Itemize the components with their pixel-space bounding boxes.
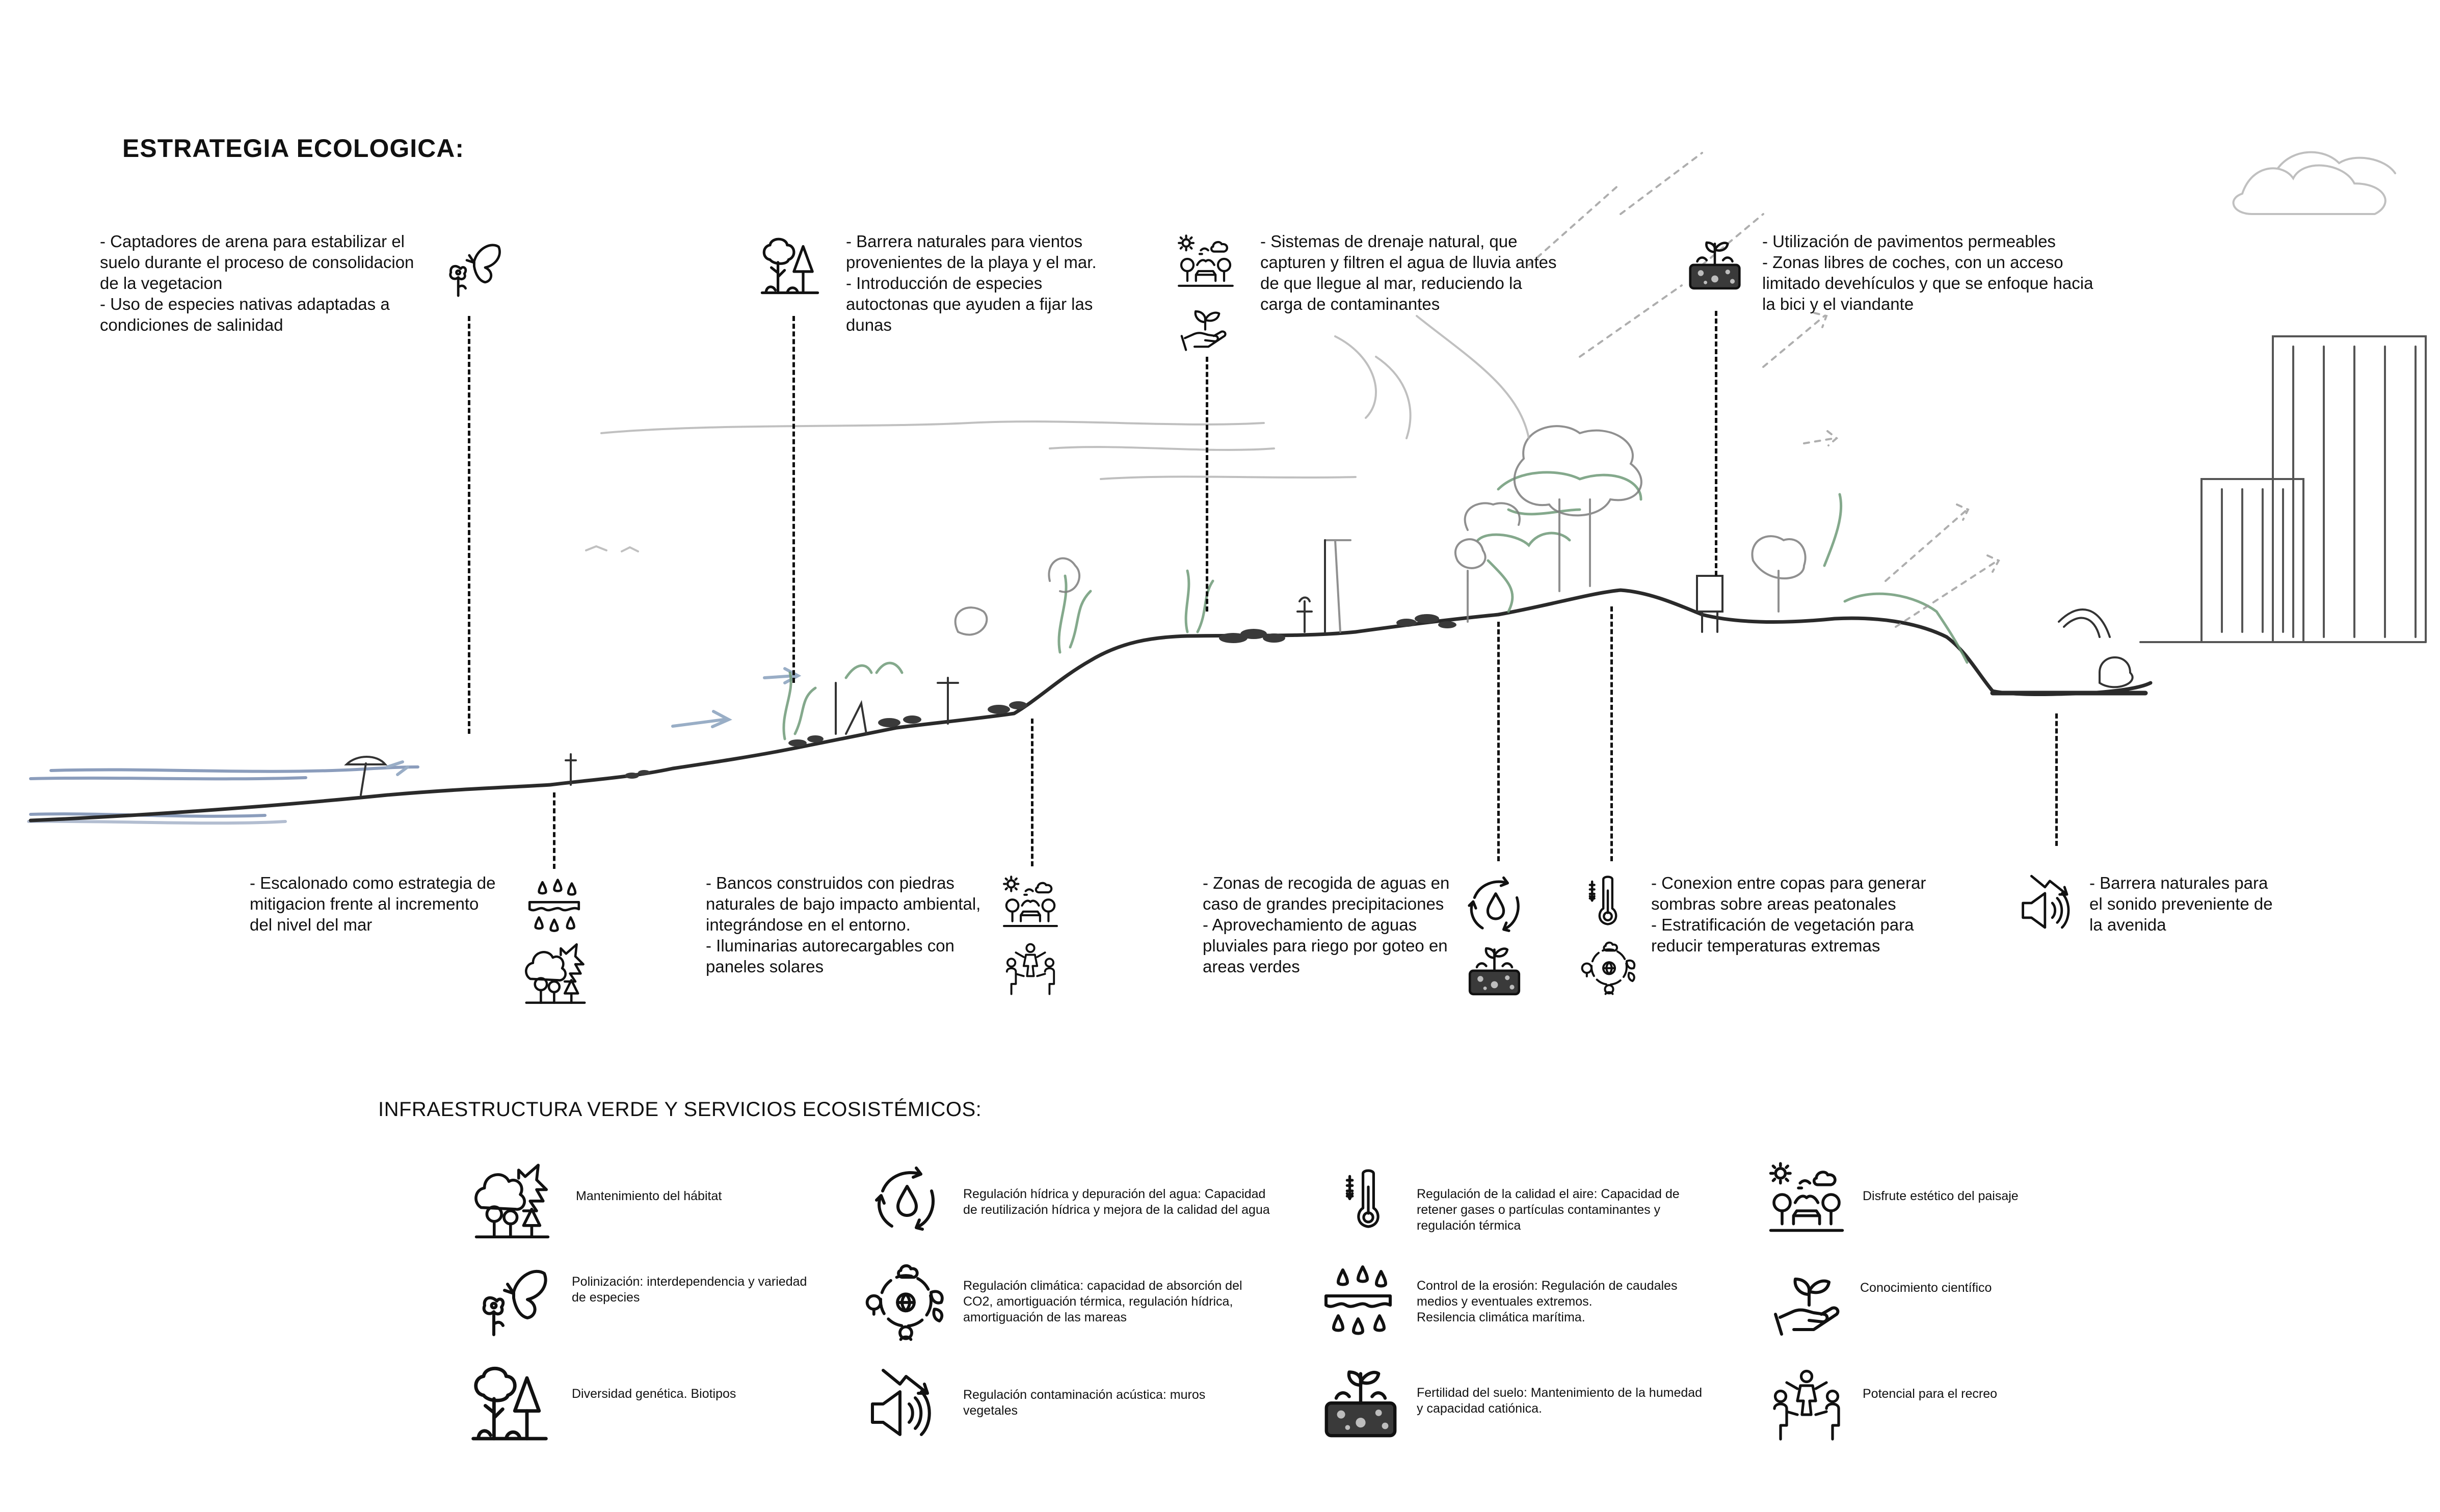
hand-plant-icon <box>1177 301 1233 354</box>
legend-title: INFRAESTRUCTURA VERDE Y SERVICIOS ECOSISTÉMICOS: <box>378 1098 982 1121</box>
legend-item-text: Regulación climática: capacidad de absorción del CO2, amortiguación térmica, regulación hídrica, amortiguación de las mareas <box>963 1279 1242 1324</box>
landscape-icon <box>1175 234 1237 296</box>
thermometer-icon <box>1335 1162 1401 1238</box>
recreation-icon <box>1768 1366 1845 1442</box>
annotation-drenaje: - Sistemas de drenaje natural, que capturen y filtren el agua de lluvia antes de que llegue al mar, reduciendo la carga de contaminantes <box>1260 232 1557 313</box>
leader-line-bancos <box>1031 719 1033 866</box>
leader-line-barrera <box>792 316 795 683</box>
biotope-icon <box>466 1361 553 1447</box>
soil-plant-icon <box>1320 1361 1401 1442</box>
soil-plant-icon <box>1463 940 1526 999</box>
annotation-bancos: - Bancos construidos con piedras naturales de bajo impacto ambiental, integrándose en el entorno. - Iluminarias autorecargables con paneles solares <box>706 873 981 976</box>
leader-line-escalonado <box>553 792 555 869</box>
leader-line-pavimentos <box>1715 311 1717 576</box>
climate-icon <box>1580 938 1638 996</box>
buildings <box>2140 336 2426 642</box>
butterfly-flower-icon <box>474 1259 550 1340</box>
props <box>347 540 2133 795</box>
water-cycle-icon <box>1463 872 1529 939</box>
annotation-escalonado: - Escalonado como estrategia de mitigacion frente al incremento del nivel del mar <box>250 873 496 934</box>
legend-item-text: Diversidad genética. Biotipos <box>572 1387 736 1401</box>
hand-plant-icon <box>1771 1264 1847 1340</box>
thermometer-icon <box>1580 872 1636 931</box>
annotation-pavimentos: - Utilización de pavimentos permeables - Zonas libres de coches, con un acceso limitado devehículos y que se enfoque hacia la bici y el viandante <box>1762 232 2093 313</box>
erosion-control-icon <box>525 878 584 936</box>
annotation-dunas: - Captadores de arena para estabilizar el suelo durante el proceso de consolidacion de la vegetacion - Uso de especies nativas adaptadas a condiciones de salinidad <box>100 232 414 334</box>
speaker-icon <box>2018 872 2079 934</box>
legend-item-text: Fertilidad del suelo: Mantenimiento de la humedad y capacidad catiónica. <box>1417 1386 1703 1416</box>
climate-icon <box>864 1259 948 1343</box>
annotation-recogida: - Zonas de recogida de aguas en caso de grandes precipitaciones - Aprovechamiento de aguas pluviales para riego por goteo en areas verdes <box>1203 873 1450 976</box>
sea <box>29 669 798 823</box>
water-cycle-icon <box>869 1162 945 1238</box>
page-title: ESTRATEGIA ECOLOGICA: <box>122 134 464 163</box>
speaker-icon <box>866 1366 943 1442</box>
habitat-trees-icon <box>466 1162 558 1243</box>
terrain <box>31 590 2151 820</box>
legend-item-text: Regulación hídrica y depuración del agua: Capacidad de reutilización hídrica y mejora de la calidad del agua <box>963 1187 1270 1217</box>
landscape-icon <box>1000 876 1061 936</box>
butterfly-flower-icon <box>442 232 503 303</box>
landscape-icon <box>1766 1162 1847 1243</box>
wind-lines <box>1529 153 1999 627</box>
legend-item-text: Control de la erosión: Regulación de caudales medios y eventuales extremos. Resilencia climática marítima. <box>1417 1279 1678 1324</box>
annotation-sonido: - Barrera naturales para el sonido preveniente de la avenida <box>2089 873 2273 934</box>
erosion-control-icon <box>1320 1264 1396 1340</box>
legend-item-text: Mantenimiento del hábitat <box>576 1189 722 1203</box>
recreation-icon <box>1000 940 1061 996</box>
annotation-barrera: - Barrera naturales para vientos provenientes de la playa y el mar. - Introducción de especies autoctonas que ayuden a fijar las dunas <box>846 232 1097 334</box>
legend-item-text: Regulación de la calidad el aire: Capacidad de retener gases o partículas contaminantes y regulación térmica <box>1417 1187 1680 1233</box>
leader-line-dunas <box>468 316 470 734</box>
legend-item-text: Potencial para el recreo <box>1863 1387 1998 1401</box>
biotope-icon <box>757 232 823 301</box>
habitat-trees-icon <box>520 942 591 1008</box>
legend-item-text: Disfrute estético del paisaje <box>1863 1189 2019 1203</box>
sky-sketch <box>586 152 2395 551</box>
vegetation <box>784 472 1967 739</box>
leader-line-copas <box>1610 606 1613 861</box>
leader-line-sonido <box>2055 713 2058 846</box>
annotation-copas: - Conexion entre copas para generar sombras sobre areas peatonales - Estratificación de vegetación para reducir temperaturas extremas <box>1651 873 1926 955</box>
leader-line-recogida <box>1497 622 1500 861</box>
leader-line-drenaje <box>1206 357 1208 612</box>
soil-plant-icon <box>1684 234 1745 293</box>
legend-item-text: Conocimiento científico <box>1860 1281 1992 1295</box>
legend-item-text: Regulación contaminación acústica: muros vegetales <box>963 1388 1206 1418</box>
legend-item-text: Polinización: interdependencia y variedad de especies <box>572 1275 807 1305</box>
